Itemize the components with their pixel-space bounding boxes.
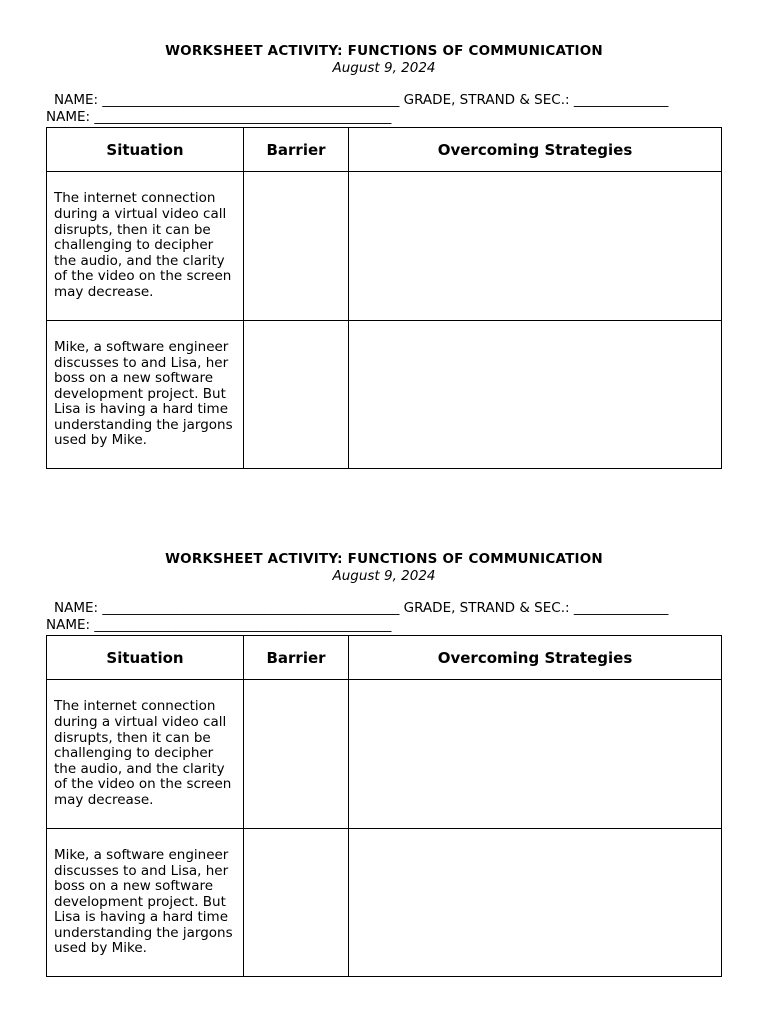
name-field: NAME: ____________________________________________: [46, 617, 392, 633]
name-grade-field: NAME: ____________________________________________ GRADE, STRAND & SEC.: ______________: [54, 92, 669, 108]
worksheet-title: WORKSHEET ACTIVITY: FUNCTIONS OF COMMUNICATION: [165, 551, 603, 567]
worksheet-table: [46, 127, 722, 469]
strategies-cell: [349, 829, 722, 977]
header-barrier: Barrier: [244, 128, 349, 172]
table-header-row: [47, 636, 722, 680]
header-situation: Situation: [47, 128, 244, 172]
header-barrier: Barrier: [244, 636, 349, 680]
situation-cell: The internet connection during a virtual video call disrupts, then it can be challenging to decipher the audio, and the clarity of the video on the screen may decrease.: [47, 172, 244, 321]
table-header-row: [47, 128, 722, 172]
header-overcoming-strategies: Overcoming Strategies: [349, 128, 722, 172]
worksheet-2: [0, 508, 768, 957]
strategies-cell: [349, 172, 722, 321]
name-field: NAME: ____________________________________________: [46, 109, 392, 125]
header-overcoming-strategies: Overcoming Strategies: [349, 636, 722, 680]
name-grade-field: NAME: ____________________________________________ GRADE, STRAND & SEC.: ______________: [54, 600, 669, 616]
situation-cell: The internet connection during a virtual video call disrupts, then it can be challenging to decipher the audio, and the clarity of the video on the screen may decrease.: [47, 680, 244, 829]
strategies-cell: [349, 321, 722, 469]
worksheet-date: August 9, 2024: [332, 60, 436, 76]
worksheet-date: August 9, 2024: [332, 568, 436, 584]
barrier-cell: [244, 680, 349, 829]
situation-cell: Mike, a software engineer discusses to and Lisa, her boss on a new software development project. But Lisa is having a hard time understanding the jargons used by Mike.: [47, 321, 244, 469]
table-row: [47, 829, 722, 977]
strategies-cell: [349, 680, 722, 829]
table-row: [47, 321, 722, 469]
table-row: [47, 172, 722, 321]
worksheet-table: [46, 635, 722, 977]
header-situation: Situation: [47, 636, 244, 680]
barrier-cell: [244, 829, 349, 977]
table-row: [47, 680, 722, 829]
barrier-cell: [244, 172, 349, 321]
situation-cell: Mike, a software engineer discusses to and Lisa, her boss on a new software development project. But Lisa is having a hard time understanding the jargons used by Mike.: [47, 829, 244, 977]
barrier-cell: [244, 321, 349, 469]
worksheet-1: [0, 0, 768, 449]
worksheet-title: WORKSHEET ACTIVITY: FUNCTIONS OF COMMUNICATION: [165, 43, 603, 59]
